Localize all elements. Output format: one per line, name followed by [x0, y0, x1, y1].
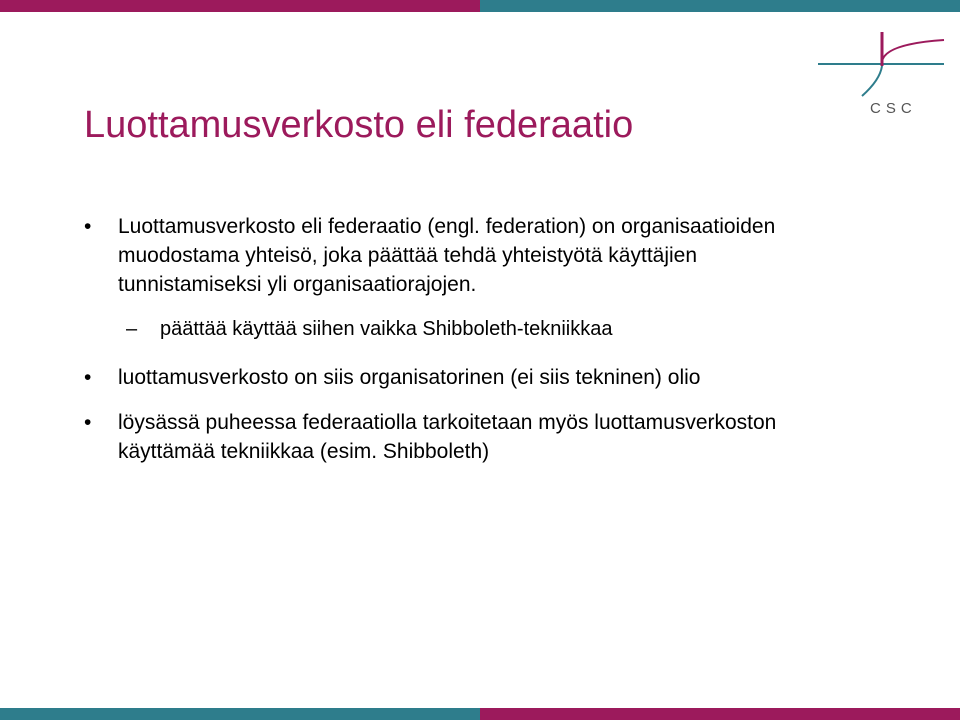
sub-bullet-text: päättää käyttää siihen vaikka Shibboleth-tekniikkaa	[160, 318, 613, 340]
csc-logo	[812, 30, 952, 122]
bullet-text: Luottamusverkosto eli federaatio (engl. federation) on organisaatioiden muodostama yhteisö, joka päättää tehdä yhteistyötä käyttäjien tunnistamiseksi yli organisaatiorajojen.	[118, 215, 776, 296]
bullet-item	[84, 408, 784, 466]
bottom-bar-magenta	[480, 708, 960, 720]
bullet-item	[84, 363, 784, 392]
bullet-text: luottamusverkosto on siis organisatorinen (ei siis tekninen) olio	[118, 366, 701, 389]
bottom-bar-teal	[0, 708, 480, 720]
bullet-dot-icon: •	[84, 411, 92, 434]
bullet-text: löysässä puheessa federaatiolla tarkoitetaan myös luottamusverkoston käyttämää tekniikkaa (esim. Shibboleth)	[118, 411, 777, 463]
slide-title: Luottamusverkosto eli federaatio	[84, 104, 634, 146]
bullet-dot-icon: •	[84, 215, 92, 238]
csc-logo-icon	[812, 30, 952, 100]
logo-text: CSC	[870, 100, 917, 117]
bullet-list	[84, 212, 784, 482]
bottom-color-bar	[0, 708, 960, 720]
top-bar-magenta	[0, 0, 480, 12]
bullet-item	[84, 212, 784, 299]
top-bar-teal	[480, 0, 960, 12]
bullet-dot-icon: •	[84, 366, 92, 389]
top-color-bar	[0, 0, 960, 12]
sub-bullet-item	[84, 315, 784, 343]
dash-icon: –	[126, 318, 138, 340]
